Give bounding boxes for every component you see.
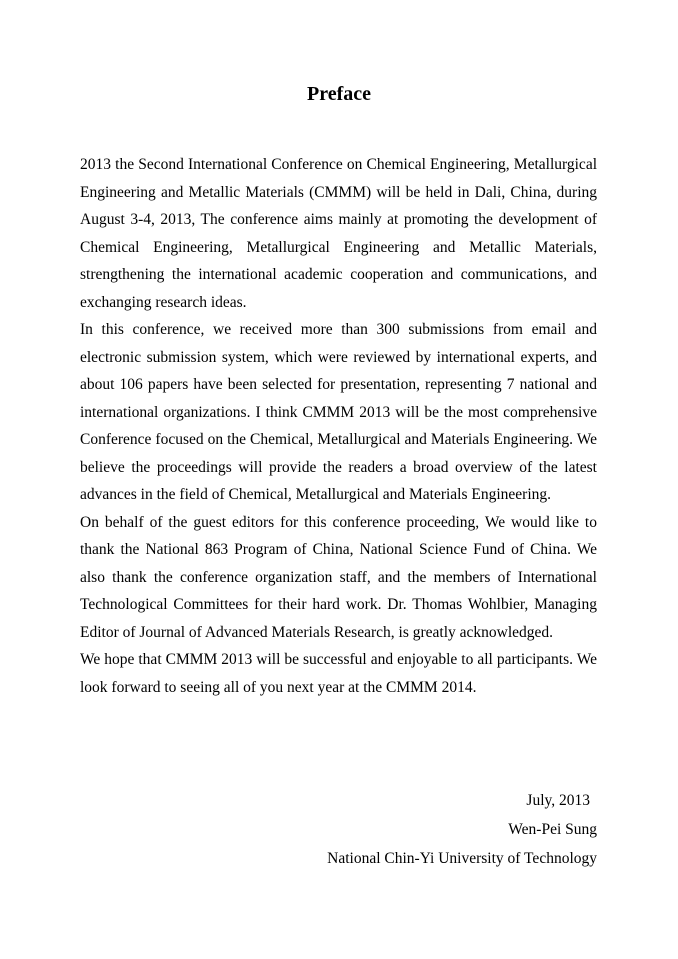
signature-author: Wen-Pei Sung (508, 821, 597, 838)
signature-date: July, 2013 (526, 792, 590, 809)
paragraph-2: In this conference, we received more than 300 submissions from email and electronic submission system, which were reviewed by international experts, and about 106 papers have been selected for presentation, representing 7 national and international organizations. I think CMMM 2013 will be the most comprehensive Conference focused on the Chemical, Metallurgical and Materials Engineering. We believe the proceedings will provide the readers a broad overview of the latest advances in the field of Chemical, Metallurgical and Materials Engineering. (80, 321, 597, 503)
paragraph-3: On behalf of the guest editors for this conference proceeding, We would like to thank the National 863 Program of China, National Science Fund of China. We also thank the conference organization staff, and the members of International Technological Committees for their hard work. Dr. Thomas Wohlbier, Managing Editor of Journal of Advanced Materials Research, is greatly acknowledged. (80, 513, 597, 641)
signature-affiliation: National Chin-Yi University of Technology (327, 850, 597, 867)
page-title: Preface (306, 83, 372, 105)
paragraph-1: 2013 the Second International Conference on Chemical Engineering, Metallurgical Engineering and Metallic Materials (CMMM) will be held in Dali, China, during August 3-4, 2013, The conference aims mainly at promoting the development of Chemical Engineering, Metallurgical Engineering and Metallic Materials, strengthening the international academic cooperation and communications, and exchanging research ideas. (80, 156, 597, 311)
paragraph-4: We hope that CMMM 2013 will be successful and enjoyable to all participants. We look forward to seeing all of you next year at the CMMM 2014. (80, 651, 597, 696)
signature-block (197, 786, 597, 873)
preface-body (80, 151, 597, 701)
